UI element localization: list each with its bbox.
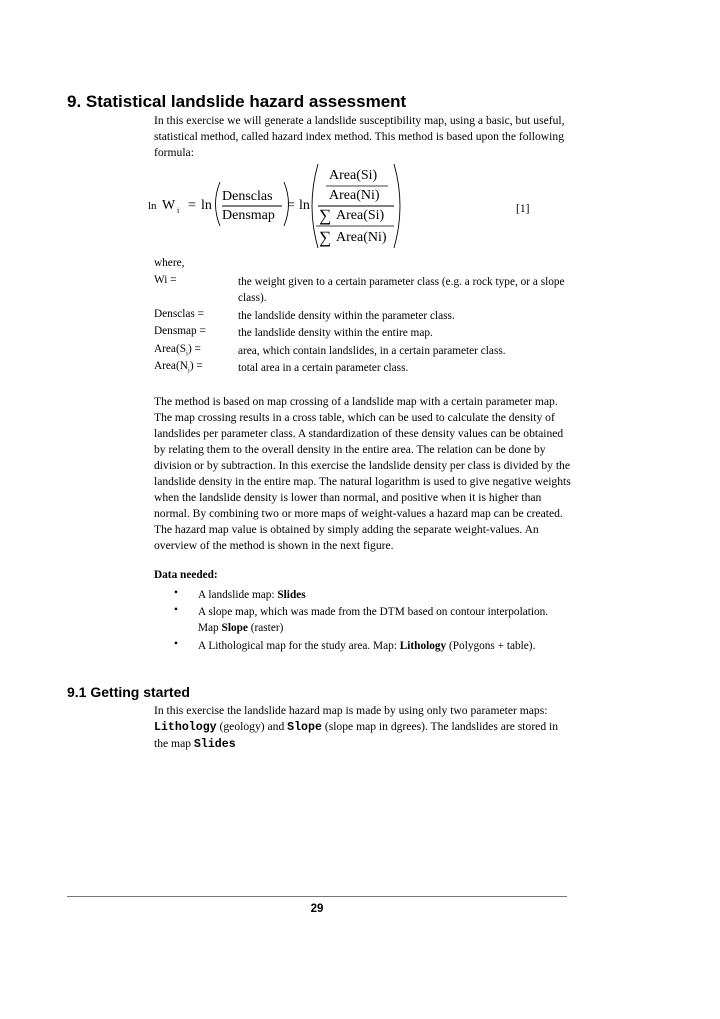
formula-sigma-2: ∑ [319, 228, 332, 247]
formula-densclas: Densclas [222, 189, 273, 204]
definition-term: $Area(S_i)$ = [154, 343, 201, 358]
definition-desc: the landslide density within the entire map. [238, 327, 433, 339]
formula-w: W [162, 198, 176, 213]
definition-term: $Area(N_i)$ = [154, 360, 203, 375]
formula-equals-2: = [287, 198, 295, 213]
intro-paragraph [154, 113, 574, 161]
definition-row [154, 343, 574, 359]
section-heading: 9. Statistical landslide hazard assessment [67, 92, 407, 111]
formula-ln-2: ln [299, 198, 310, 213]
data-needed-heading: Data needed: [154, 569, 218, 581]
where-label: where, [154, 257, 185, 269]
definition-term: Densclas = [154, 308, 204, 320]
definition-term: Densmap = [154, 325, 206, 337]
bullet-icon: • [174, 587, 178, 599]
definition-desc: the landslide density within the parameter class. [238, 310, 455, 322]
code-slope: Slope [287, 721, 322, 734]
definition-row [154, 360, 574, 376]
getting-started-paragraph: In this exercise the landslide hazard map is made by using only two parameter maps: Lithology (geology) and Slope (slope map in dgrees). The landslides are stored in the map Slides [154, 704, 559, 751]
formula-number: [1] [516, 202, 530, 215]
code-slides: Slides [193, 738, 236, 751]
intro-text: In this exercise we will generate a landslide susceptibility map, using a basic, but useful, statistical method, called hazard index method. This method is based upon the following formula: [154, 114, 565, 159]
formula-ln-1: ln [201, 198, 212, 213]
formula-w-subscript: i [177, 206, 180, 215]
formula-area-ni: Area(Ni) [329, 188, 380, 203]
definition-term: Wi = [154, 274, 177, 286]
formula-sigma-1: ∑ [319, 206, 332, 225]
definition-desc: area, which contain landslides, in a certain parameter class. [238, 345, 506, 357]
method-paragraph [154, 394, 574, 554]
definition-desc: total area in a certain parameter class. [238, 362, 409, 374]
definition-row [154, 274, 574, 304]
bullet-icon: • [174, 638, 178, 650]
formula [148, 162, 568, 252]
code-lithology: Lithology [154, 721, 217, 734]
page-number: 29 [310, 903, 324, 915]
subsection-heading: 9.1 Getting started [67, 684, 190, 700]
bullet-icon: • [174, 604, 178, 616]
definition-row [154, 325, 574, 341]
formula-sum-area-si: Area(Si) [336, 208, 385, 223]
definition-desc: the weight given to a certain parameter class (e.g. a rock type, or a slope class). [238, 276, 565, 304]
formula-area-si: Area(Si) [329, 168, 378, 183]
formula-sum-area-ni: Area(Ni) [336, 230, 387, 245]
formula-equals-1: = [188, 198, 196, 213]
method-text: The method is based on map crossing of a landslide map with a certain parameter map. The map crossing results in a cross table, which can be used to calculate the density of landslides per parameter class. A standardization of these density values can be obtained by relating them to the overall density in the entire area. The relation can be done by division or by subtraction. In this exercise the landslide density per class is divided by the landslide density in the entire map. The natural logarithm is used to give negative weights when the landslide density is lower than normal, and positive when it is higher than normal. By combining two or more maps of weight-values a hazard map can be created. The hazard map value is obtained by simply adding the separate weight-values. An overview of the method is shown in the next figure. [154, 395, 571, 552]
formula-densmap: Densmap [222, 208, 275, 223]
definition-row [154, 308, 574, 324]
formula-ln-left: ln [148, 200, 157, 212]
footer-divider [67, 896, 567, 897]
